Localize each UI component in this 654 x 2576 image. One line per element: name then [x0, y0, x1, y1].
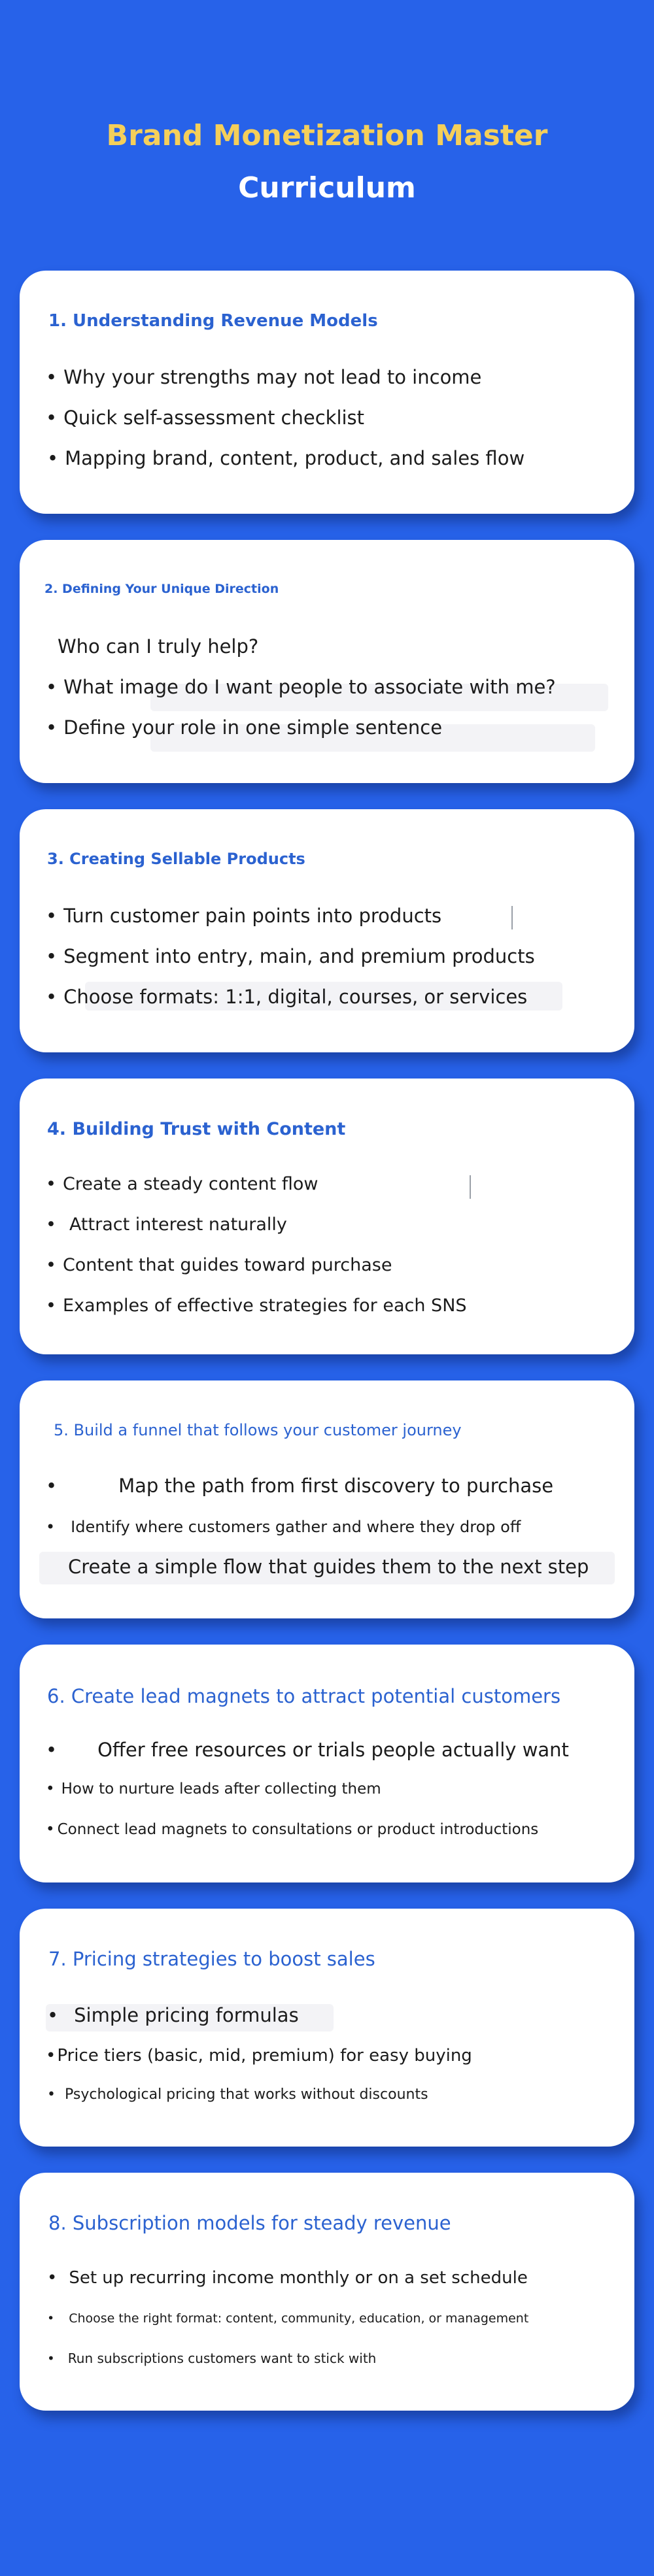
list-item	[51, 635, 258, 658]
list-item	[46, 905, 441, 927]
item-text: Examples of effective strategies for each SNS	[62, 1296, 467, 1316]
list-item	[46, 2046, 472, 2066]
list-item	[46, 1739, 569, 1761]
list-item	[46, 716, 442, 739]
bullet-icon: •	[46, 1214, 56, 1235]
section-title: 6. Create lead magnets to attract potential customers	[47, 1685, 561, 1707]
curriculum-card-7	[20, 1909, 634, 2147]
item-text: Content that guides toward purchase	[62, 1255, 392, 1275]
list-item	[47, 447, 525, 469]
list-item	[47, 2268, 528, 2288]
bullet-icon: •	[46, 676, 58, 698]
list-item	[47, 2350, 376, 2366]
curriculum-card-2	[20, 540, 634, 783]
section-title: 4. Building Trust with Content	[47, 1119, 346, 1139]
section-title: 2. Defining Your Unique Direction	[44, 582, 279, 596]
list-item	[68, 1556, 589, 1578]
bullet-icon: •	[47, 2311, 55, 2326]
list-item	[46, 1475, 553, 1497]
curriculum-card-3	[20, 809, 634, 1052]
list-item	[47, 2086, 428, 2103]
item-text: Who can I truly help?	[58, 635, 259, 658]
item-text: Simple pricing formulas	[74, 2004, 299, 2026]
item-text: Map the path from first discovery to purchase	[118, 1475, 554, 1497]
bullet-icon: •	[46, 905, 58, 927]
list-item	[46, 1296, 467, 1316]
list-item	[46, 945, 535, 967]
bullet-icon: •	[46, 1174, 56, 1194]
section-title: 1. Understanding Revenue Models	[48, 311, 378, 331]
bullet-icon: •	[46, 1296, 56, 1316]
item-text: Segment into entry, main, and premium products	[63, 945, 535, 967]
item-text: Create a steady content flow	[62, 1174, 318, 1194]
item-text: What image do I want people to associate with me?	[63, 676, 556, 698]
curriculum-card-1	[20, 271, 634, 514]
bullet-icon: •	[46, 407, 58, 429]
item-text: Run subscriptions customers want to stick with	[67, 2350, 377, 2366]
list-item	[46, 1821, 538, 1838]
item-text: Choose formats: 1:1, digital, courses, or services	[63, 986, 528, 1008]
bullet-icon: •	[46, 1821, 55, 1838]
list-item	[46, 1214, 287, 1235]
page-title-line-1: Brand Monetization Master	[106, 119, 548, 152]
list-item	[46, 1255, 392, 1275]
bullet-icon: •	[47, 2268, 58, 2288]
curriculum-card-5	[20, 1380, 634, 1618]
list-item	[46, 1781, 381, 1798]
item-text: Attract interest naturally	[69, 1214, 287, 1235]
curriculum-card-6	[20, 1645, 634, 1882]
curriculum-card-4	[20, 1079, 634, 1354]
item-text: Quick self-assessment checklist	[63, 407, 365, 429]
cursor-mark	[470, 1175, 471, 1199]
page-title-line-2: Curriculum	[238, 171, 416, 205]
list-item	[46, 366, 481, 388]
item-text: Choose the right format: content, community, education, or management	[69, 2311, 529, 2326]
list-item	[46, 1174, 318, 1194]
cursor-mark	[511, 906, 513, 929]
list-item	[47, 2004, 299, 2026]
item-text: Define your role in one simple sentence	[63, 716, 443, 739]
bullet-icon: •	[47, 2350, 55, 2366]
item-text: Offer free resources or trials people actually want	[97, 1739, 569, 1761]
item-text: Turn customer pain points into products	[63, 905, 442, 927]
list-item	[46, 407, 364, 429]
curriculum-card-8	[20, 2173, 634, 2411]
bullet-icon: •	[47, 447, 59, 469]
item-text: Mapping brand, content, product, and sales flow	[65, 447, 525, 469]
section-title: 7. Pricing strategies to boost sales	[48, 1948, 375, 1970]
bullet-icon: •	[46, 945, 58, 967]
bullet-icon: •	[46, 986, 58, 1008]
item-text: Why your strengths may not lead to income	[63, 366, 482, 388]
bullet-icon: •	[46, 1781, 55, 1798]
bullet-icon: •	[46, 1475, 58, 1497]
list-item	[46, 1518, 521, 1536]
item-text: Connect lead magnets to consultations or product introductions	[57, 1821, 539, 1838]
item-text: Set up recurring income monthly or on a set schedule	[69, 2268, 528, 2288]
item-text: Identify where customers gather and where they drop off	[71, 1518, 521, 1536]
bullet-icon: •	[46, 2046, 56, 2066]
list-item	[46, 986, 527, 1008]
item-text: Price tiers (basic, mid, premium) for easy buying	[57, 2046, 472, 2066]
item-text: Psychological pricing that works without discounts	[64, 2086, 428, 2103]
list-item	[47, 2311, 528, 2326]
bullet-icon: •	[47, 2004, 59, 2026]
item-text: Create a simple flow that guides them to the next step	[68, 1556, 589, 1578]
section-title: 8. Subscription models for steady revenue	[48, 2212, 451, 2234]
item-text: How to nurture leads after collecting them	[61, 1781, 381, 1798]
bullet-icon: •	[46, 1518, 56, 1536]
bullet-icon: •	[46, 1739, 58, 1761]
list-item	[46, 676, 556, 698]
section-title: 5. Build a funnel that follows your customer journey	[54, 1421, 462, 1439]
bullet-icon: •	[47, 2086, 56, 2103]
bullet-icon: •	[46, 366, 58, 388]
bullet-icon: •	[46, 716, 58, 739]
section-title: 3. Creating Sellable Products	[47, 850, 305, 868]
bullet-icon: •	[46, 1255, 56, 1275]
